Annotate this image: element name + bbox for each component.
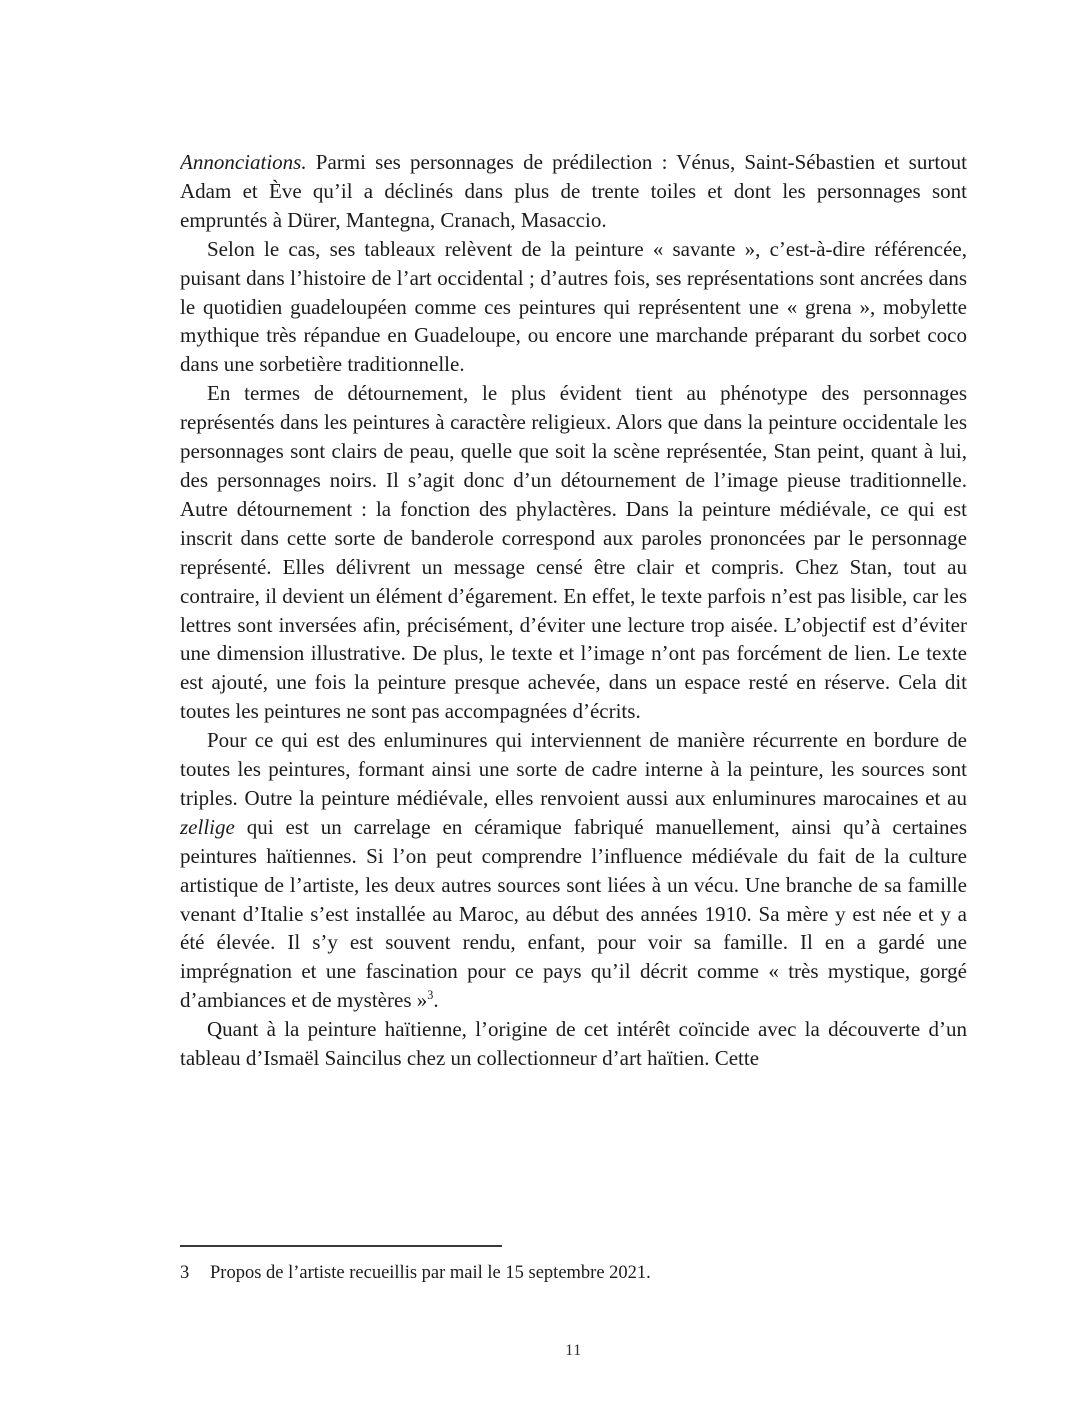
text-run: Quant à la peinture haïtienne, l’origine de cet intérêt coïncide avec la découverte d’un tableau d’Ismaël Saincilus chez un collectionneur d’art haïtien. Cette xyxy=(180,1017,967,1071)
text-run: En termes de détournement, le plus évident tient au phénotype des personnages représentés dans les peintures à caractère religieux. Alors que dans la peinture occidentale les personnages sont clairs de peau, quelle que soit la scène représentée, Stan peint, quant à lui, des personnages noirs. Il s’agit donc d’un détournement de l’image pieuse traditionnelle. Autre détournement : la fonction des phylactères. Dans la peinture médiévale, ce qui est inscrit dans cette sorte de banderole correspond aux paroles prononcées par le personnage représenté. Elles délivrent un message censé être clair et compris. Chez Stan, tout au contraire, il devient un élément d’égarement. En effet, le texte parfois n’est pas lisible, car les lettres sont inversées afin, précisément, d’éviter une lecture trop aisée. L’objectif est d’éviter une dimension illustrative. De plus, le texte et l’image n’ont pas forcément de lien. Le texte est ajouté, une fois la peinture presque achevée, dans un espace resté en réserve. Cela dit toutes les peintures ne sont pas accompagnées d’écrits. xyxy=(180,381,967,724)
italic-text-run: Annonciations. xyxy=(180,150,307,174)
footnote-text: Propos de l’artiste recueillis par mail le 15 septembre 2021. xyxy=(210,1263,651,1283)
text-run: Parmi ses personnages de prédilection : Vénus, Saint-Sébastien et surtout Adam et Ève qu’il a déclinés dans plus de trente toiles et dont les personnages sont empruntés à Dürer, Mantegna, Cranach, Masaccio. xyxy=(180,150,967,232)
paragraph xyxy=(180,1015,967,1073)
footnote-reference: 3 xyxy=(427,988,434,1003)
text-run: qui est un carrelage en céramique fabriqué manuellement, ainsi qu’à certaines peintures haïtiennes. Si l’on peut comprendre l’influence médiévale du fait de la culture artistique de l’artiste, les deux autres sources sont liées à un vécu. Une branche de sa famille venant d’Italie s’est installée au Maroc, au début des années 1910. Sa mère y est née et y a été élevée. Il s’y est souvent rendu, enfant, pour voir sa famille. Il en a gardé une imprégnation et une fascination pour ce pays qu’il décrit comme « très mystique, gorgé d’ambiances et de mystères » xyxy=(180,814,967,1013)
text-run: Selon le cas, ses tableaux relèvent de la peinture « savante », c’est-à-dire référencée, puisant dans l’histoire de l’art occidental ; d’autres fois, ses représentations sont ancrées dans le quotidien guadeloupéen comme ces peintures qui représentent une « grena », mobylette mythique très répandue en Guadeloupe, ou encore une marchande préparant du sorbet coco dans une sorbetière traditionnelle. xyxy=(180,236,967,377)
italic-text-run: zellige xyxy=(180,814,235,839)
paragraph xyxy=(180,148,967,235)
text-run: . xyxy=(433,988,439,1013)
footnote xyxy=(180,1261,967,1285)
paragraphs-container xyxy=(180,148,967,1073)
paragraph xyxy=(180,379,967,726)
text-run: Pour ce qui est des enluminures qui interviennent de manière récurrente en bordure de toutes les peintures, formant ainsi une sorte de cadre interne à la peinture, les sources sont triples. Outre la peinture médiévale, elles renvoient aussi aux enluminures marocaines et au xyxy=(180,728,967,810)
paragraph xyxy=(180,235,967,380)
page-number: 11 xyxy=(565,1342,582,1359)
footnote-marker: 3 xyxy=(180,1263,190,1283)
footnote-divider xyxy=(180,1245,502,1247)
footnote-area xyxy=(180,1245,967,1285)
paragraph xyxy=(180,726,967,1015)
body-text-block xyxy=(180,148,967,1240)
